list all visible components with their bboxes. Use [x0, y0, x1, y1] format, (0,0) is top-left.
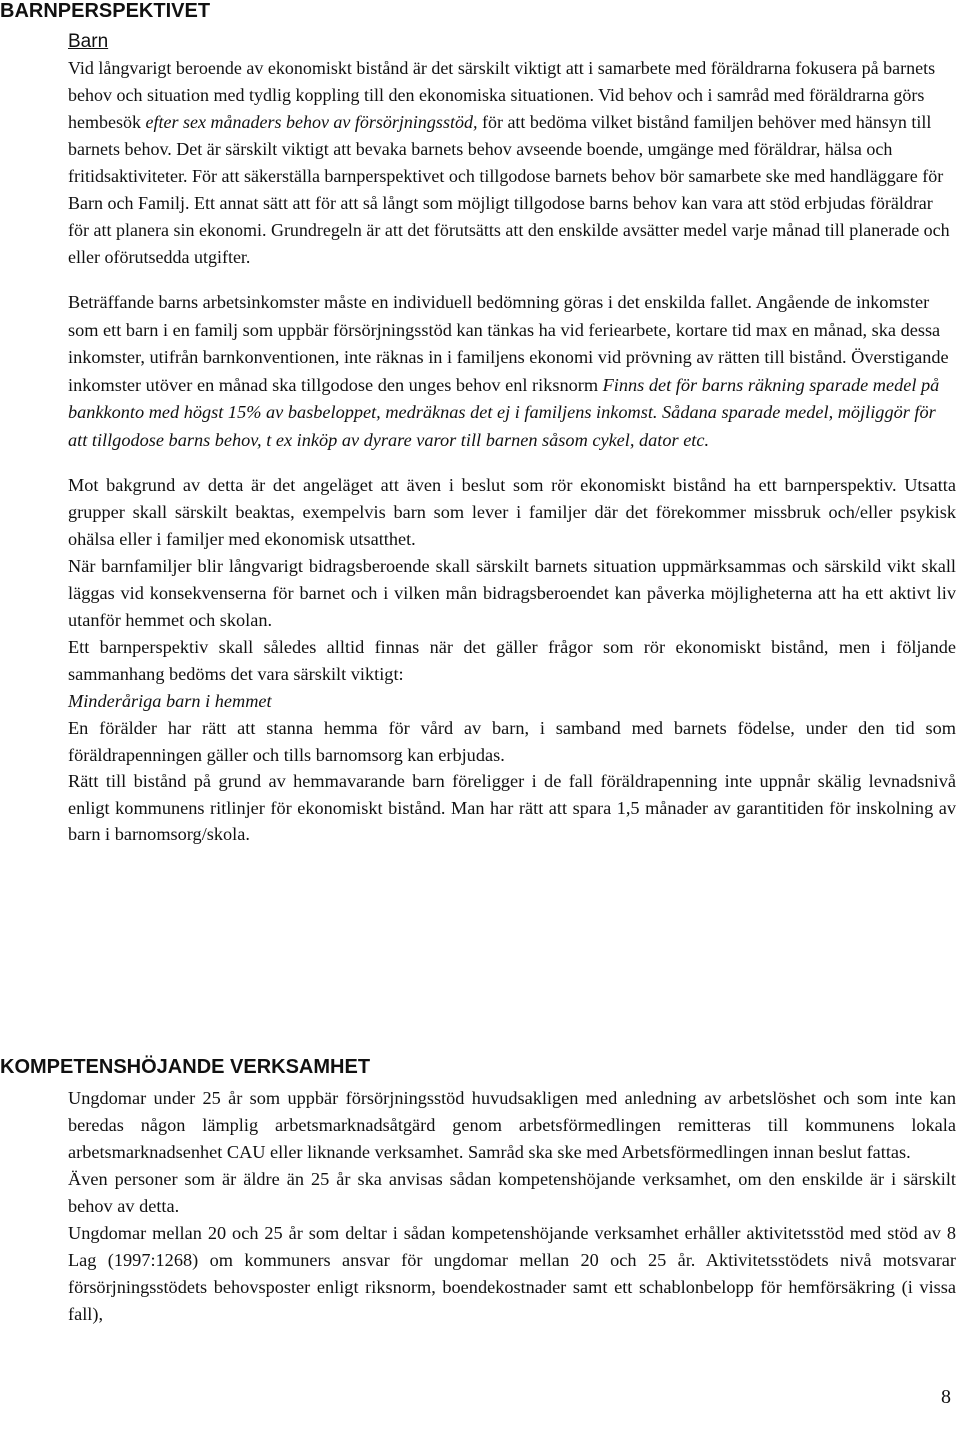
paragraph: Mot bakgrund av detta är det angeläget att även i beslut som rör ekonomiskt bistånd ha ett barnperspektiv. Utsatta grupper skall särskilt beaktas, exempelvis barn som lever i familjer där det förekommer missbruk och/eller psykisk ohälsa eller i familjer med ekonomisk utsatthet. [68, 475, 956, 549]
section-body-kompetenshojande [68, 1085, 956, 1328]
paragraph: Ett barnperspektiv skall således alltid finnas när det gäller frågor som rör ekonomiskt bistånd, men i följande sammanhang bedöms det vara särskilt viktigt: [68, 637, 956, 684]
paragraph [68, 289, 956, 454]
text-run: för att bedöma vilket bistånd familjen behöver med hänsyn till barnets behov. Det är särskilt viktigt att bevaka barnets behov avseende boende, umgänge med föräldrar, hälsa och fritidsaktiviteter. För att säkerställa barnperspektivet och tillgodose barnets behov bör samarbete ske med handläggare för Barn och Familj. Ett annat sätt att för att så långt som möjligt tillgodose barns behov kan vara att stöd erbjudas föräldrar för att planera sin ekonomi. Grundregeln är att det förutsätts att den enskilde avsätter medel varje månad till planerade och eller oförutsedda utgifter. [68, 112, 950, 267]
text-run: Beträffande barns arbetsinkomster måste en individuell bedömning göras i det enskilda fallet. Angående de inkomster som ett barn i en familj som uppbär försörjningsstöd kan tänkas ha vid feriearbete, kortare tid max en månad, ska dessa inkomster, utifrån barnkonventionen, inte räknas in i familjens ekonomi vid prövning av rätten till bistånd. Överstigande inkomster utöver en månad ska tillgodose den unges behov enl riksnorm [68, 292, 949, 395]
paragraph: En förälder har rätt att stanna hemma för vård av barn, i samband med barnets födelse, under den tid som föräldrapenningen gäller och tills barnomsorg kan erbjudas. [68, 718, 956, 765]
paragraph: Ungdomar mellan 20 och 25 år som deltar i sådan kompetenshöjande verksamhet erhåller aktivitetsstöd med stöd av 8 Lag (1997:1268) om kommuners ansvar för ungdomar mellan 20 och 25 år. Aktivitetsstödets nivå motsvarar försörjningsstödets behovsposter enligt riksnorm, boendekostnader samt ett schablonbelopp för hemförsäkring (i vissa fall), [68, 1223, 956, 1324]
paragraph: När barnfamiljer blir långvarigt bidragsberoende skall särskilt barnets situation uppmärksammas och särskild vikt skall läggas vid konsekvenserna för barnet och i vilken mån bidragsberoendet kan påverka möjligheterna att ha ett aktivt liv utanför hemmet och skolan. [68, 556, 956, 630]
paragraph: Även personer som är äldre än 25 år ska anvisas sådan kompetenshöjande verksamhet, om den enskilde är i särskilt behov av detta. [68, 1169, 956, 1216]
paragraph: Ungdomar under 25 år som uppbär försörjningsstöd huvudsakligen med anledning av arbetslöshet och som inte kan beredas någon lämplig arbetsmarknadsåtgärd genom arbetsförmedlingen remitteras till kommunens lokala arbetsmarknadsenhet CAU eller liknande verksamhet. Samråd ska ske med Arbetsförmedlingen innan beslut fattas. [68, 1088, 956, 1162]
italic-subheading: Minderåriga barn i hemmet [68, 691, 272, 711]
italic-run: Finns det för barns räkning sparade medel på bankkonto med högst 15% av basbeloppet, medräknas det ej i familjens inkomst. Sådana sparade medel, möjliggör för att tillgodose barns behov, t ex inköp av dyrare varor till barnen såsom cykel, dator etc. [68, 374, 940, 450]
page-number: 8 [941, 1386, 951, 1408]
italic-run: efter sex månaders behov av försörjningsstöd, [145, 112, 478, 132]
paragraph: Rätt till bistånd på grund av hemmavarande barn föreligger i de fall föräldrapenning inte uppnår skälig levnadsnivå enligt kommunens ritlinjer för ekonomiskt bistånd. Man har rätt att spara 1,5 månader av garantitiden för inskolning av barn i barnomsorg/skola. [68, 771, 956, 844]
text-run: Vid långvarigt beroende av ekonomiskt bistånd är det särskilt viktigt att i samarbete med föräldrarna fokusera på barnets behov och situation med tydlig koppling till den ekonomiska situationen. Vid behov och i samråd med föräldrarna görs hembesök [68, 58, 936, 132]
section-body-barnperspektivet [68, 28, 956, 848]
paragraph [68, 55, 956, 271]
section-heading-barnperspektivet: BARNPERSPEKTIVET [0, 0, 211, 22]
section-heading-kompetenshojande: KOMPETENSHÖJANDE VERKSAMHET [0, 1056, 371, 1078]
subheading-barn: Barn [68, 31, 109, 52]
